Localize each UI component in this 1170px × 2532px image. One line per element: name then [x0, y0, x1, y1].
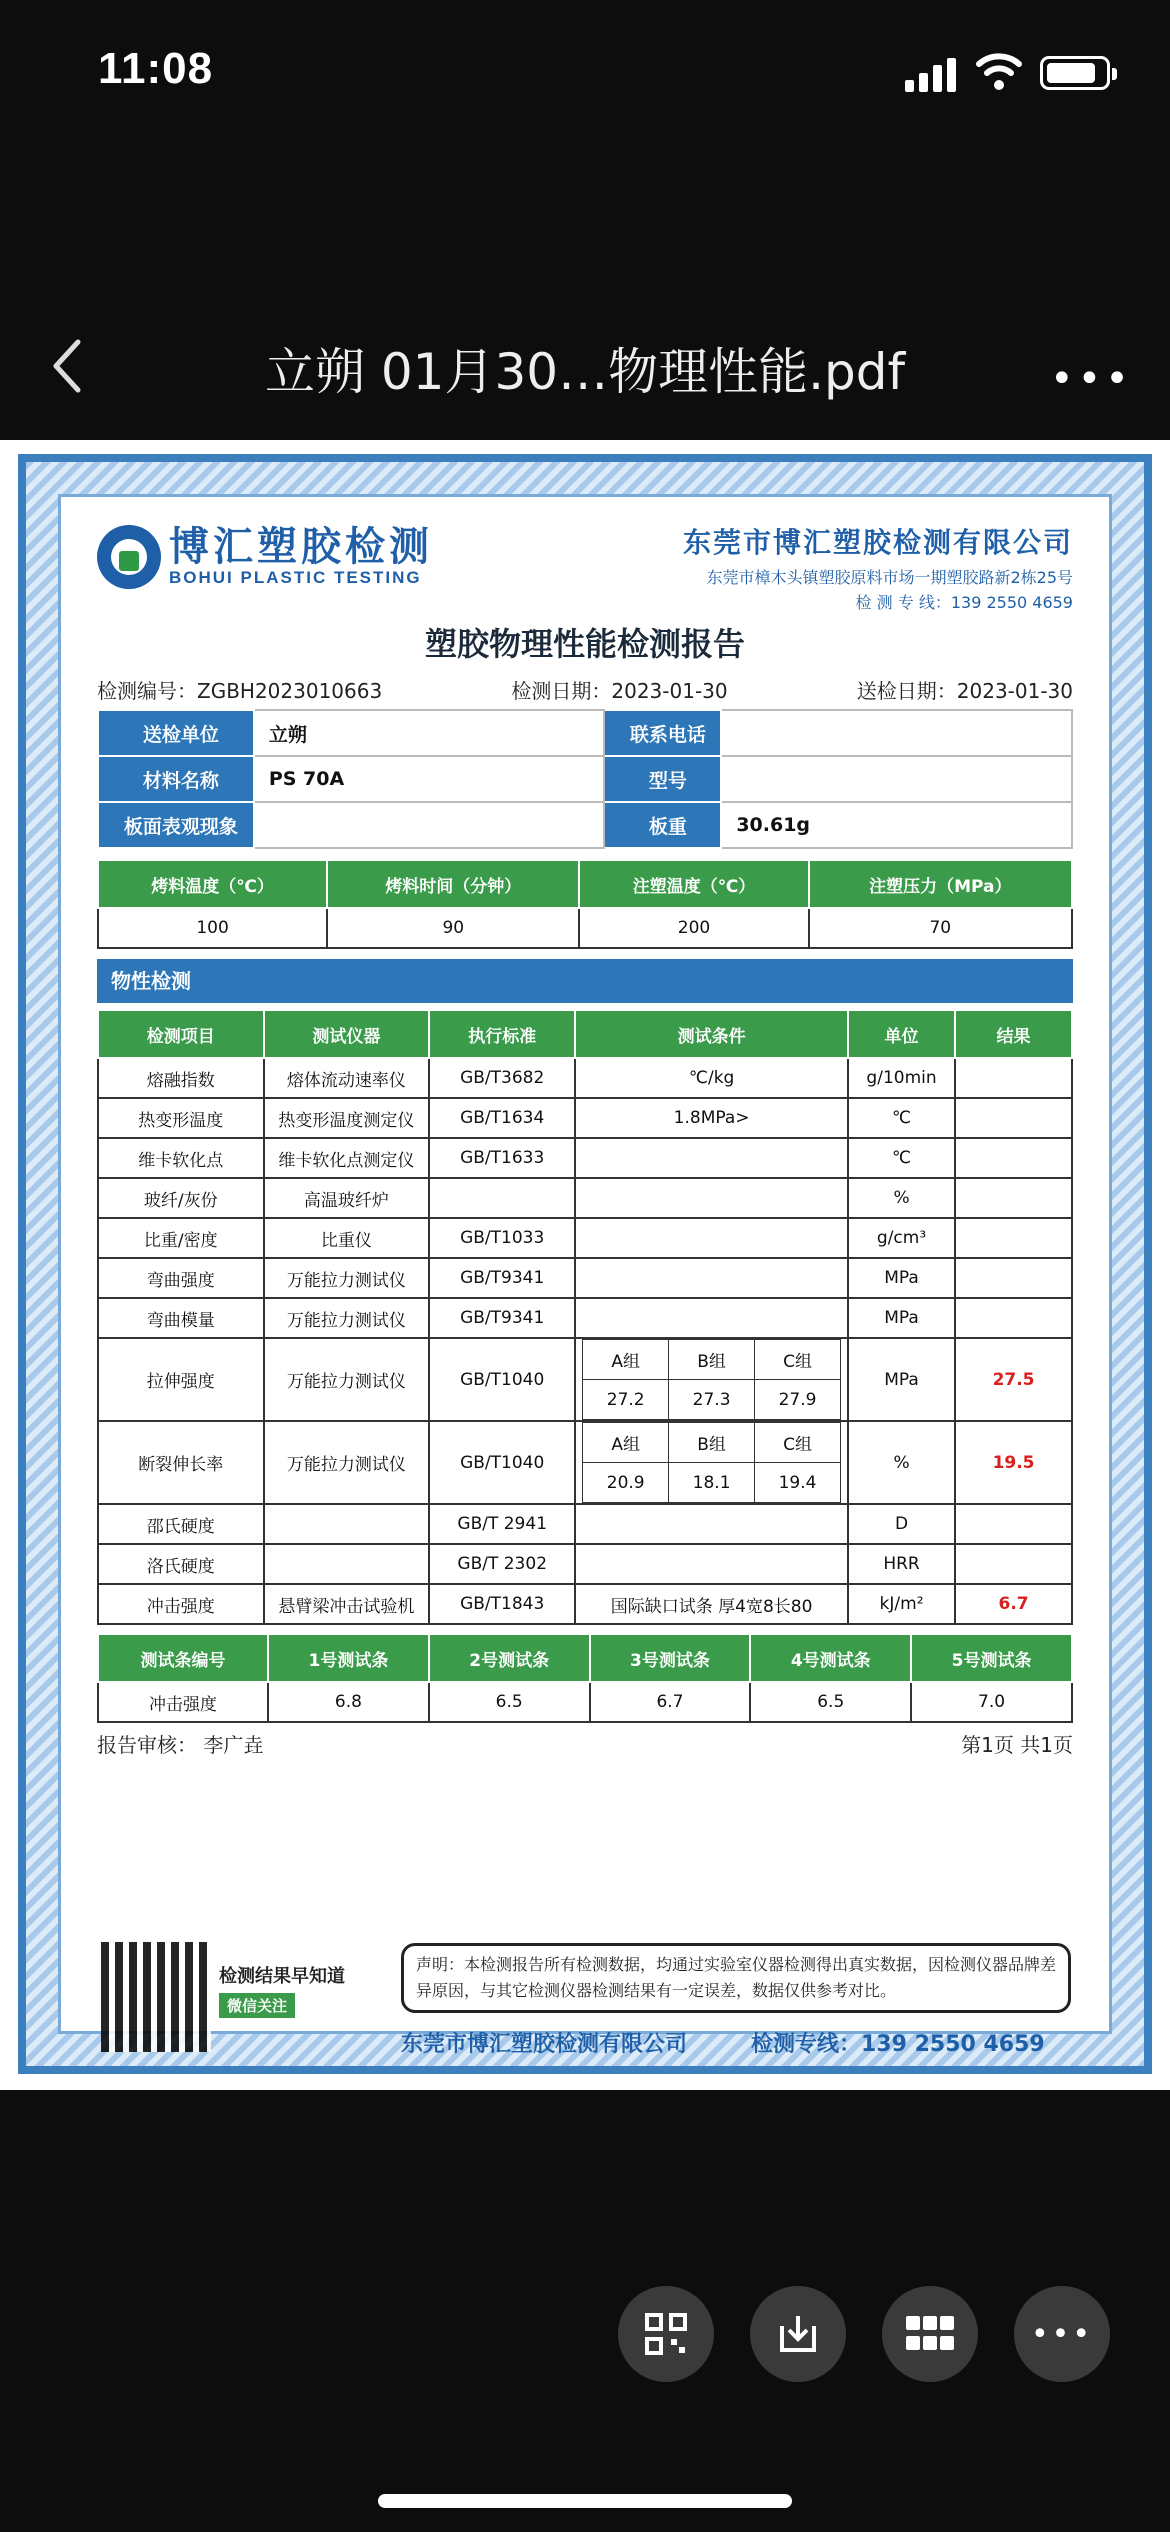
cell-result: [955, 1138, 1072, 1178]
company-logo: [97, 525, 433, 589]
bar-value: 冲击强度: [98, 1682, 268, 1722]
cell-unit: HRR: [848, 1544, 955, 1584]
process-header: 注塑压力（MPa）: [809, 860, 1072, 908]
cell-result: [955, 1504, 1072, 1544]
tensile-row: [98, 1338, 1072, 1421]
table-row: [98, 1178, 1072, 1218]
footer-company: 东莞市博汇塑胶检测有限公司: [401, 2032, 688, 2057]
cell-result: [955, 1258, 1072, 1298]
cell-instrument: 万能拉力测试仪: [264, 1338, 430, 1421]
bar-header: 测试条编号: [98, 1634, 268, 1682]
cell-condition: [575, 1258, 848, 1298]
bar-value: 6.5: [750, 1682, 911, 1722]
cell-standard: GB/T1033: [429, 1218, 575, 1258]
col-condition: 测试条件: [575, 1010, 848, 1058]
cell-instrument: [264, 1504, 430, 1544]
wifi-icon: [975, 50, 1023, 92]
company-address: 东莞市樟木头镇塑胶原料市场一期塑胶路新2栋25号: [706, 568, 1073, 587]
table-row: [98, 1544, 1072, 1584]
cell-instrument: 万能拉力测试仪: [264, 1258, 430, 1298]
col-result: 结果: [955, 1010, 1072, 1058]
more-options-icon[interactable]: •••: [1050, 356, 1133, 402]
cell-item: 洛氏硬度: [98, 1544, 264, 1584]
cell-instrument: 高温玻纤炉: [264, 1178, 430, 1218]
logo-cn: 博汇塑胶检测: [169, 524, 433, 570]
cell-item: 邵氏硬度: [98, 1504, 264, 1544]
cell-item: 弯曲模量: [98, 1298, 264, 1338]
grid-view-button[interactable]: [882, 2286, 978, 2382]
cell-item: 熔融指数: [98, 1058, 264, 1098]
cell-result: [955, 1298, 1072, 1338]
table-row: [98, 1098, 1072, 1138]
report-body: [58, 494, 1112, 2057]
cell-standard: [429, 1178, 575, 1218]
label-material: 材料名称: [98, 756, 254, 802]
cell-condition: [575, 1504, 848, 1544]
pdf-page: [0, 440, 1170, 2090]
cell-result: 19.5: [955, 1421, 1072, 1504]
group-label: C组: [755, 1423, 841, 1463]
group-label: B组: [669, 1340, 755, 1380]
nav-bar: [0, 160, 1170, 402]
cell-unit: MPa: [848, 1298, 955, 1338]
download-button[interactable]: [750, 2286, 846, 2382]
footer-hotline: 检测专线：139 2550 4659: [751, 2032, 1045, 2057]
download-icon: [776, 2312, 820, 2356]
impact-bars-table: [97, 1633, 1073, 1723]
table-row: [98, 1298, 1072, 1338]
cell-standard: GB/T1040: [429, 1421, 575, 1504]
cell-result: [955, 1218, 1072, 1258]
cell-standard: GB/T1040: [429, 1338, 575, 1421]
back-chevron-icon[interactable]: [48, 336, 88, 396]
label-phone: 联系电话: [604, 710, 721, 756]
value-material: PS 70A: [254, 756, 605, 802]
label-model: 型号: [604, 756, 721, 802]
table-row: [98, 1258, 1072, 1298]
status-time: 11:08: [98, 44, 214, 93]
properties-table: [97, 1009, 1073, 1625]
col-instrument: 测试仪器: [264, 1010, 430, 1058]
cell-condition: ℃/kg: [575, 1058, 848, 1098]
cell-item: 比重/密度: [98, 1218, 264, 1258]
table-row: [98, 1504, 1072, 1544]
qr-scan-icon: [644, 2312, 688, 2356]
company-info: [683, 521, 1073, 613]
cell-unit: MPa: [848, 1338, 955, 1421]
report-footer-line: [97, 1729, 1073, 1758]
col-standard: 执行标准: [429, 1010, 575, 1058]
cell-item: 维卡软化点: [98, 1138, 264, 1178]
tensile-groups: [582, 1339, 841, 1420]
cell-instrument: 万能拉力测试仪: [264, 1298, 430, 1338]
cell-instrument: [264, 1544, 430, 1584]
cell-instrument: 维卡软化点测定仪: [264, 1138, 430, 1178]
table-row: [98, 1138, 1072, 1178]
cell-standard: GB/T9341: [429, 1298, 575, 1338]
cell-item: 拉伸强度: [98, 1338, 264, 1421]
cell-unit: kJ/m²: [848, 1584, 955, 1624]
cell-result: [955, 1058, 1072, 1098]
logo-en: BOHUI PLASTIC TESTING: [169, 568, 422, 587]
cell-unit: D: [848, 1504, 955, 1544]
cell-item: 玻纤/灰份: [98, 1178, 264, 1218]
col-item: 检测项目: [98, 1010, 264, 1058]
bar-value: 6.5: [429, 1682, 590, 1722]
wechat-follow-badge: 微信关注: [219, 1993, 295, 2018]
logo-mark-icon: [97, 525, 161, 589]
group-label: C组: [755, 1340, 841, 1380]
elongation-groups: [582, 1422, 841, 1503]
battery-icon: [1040, 56, 1110, 90]
cell-result: 6.7: [955, 1584, 1072, 1624]
process-value: 100: [98, 908, 327, 948]
impact-row: [98, 1584, 1072, 1624]
value-phone: [721, 710, 1072, 756]
label-unit: 送检单位: [98, 710, 254, 756]
table-row: [98, 1218, 1072, 1258]
submit-date: 送检日期：2023-01-30: [856, 678, 1073, 703]
report-border: [18, 454, 1152, 2074]
group-label: A组: [583, 1423, 669, 1463]
company-hotline: 检 测 专 线：139 2550 4659: [855, 593, 1073, 612]
page-count: 第1页 共1页: [961, 1733, 1073, 1757]
group-value: 19.4: [755, 1463, 841, 1503]
grid-icon: [906, 2316, 954, 2352]
more-actions-button[interactable]: •••: [1014, 2286, 1110, 2382]
cell-standard: GB/T9341: [429, 1258, 575, 1298]
cell-unit: %: [848, 1421, 955, 1504]
company-name: 东莞市博汇塑胶检测有限公司: [682, 526, 1073, 559]
group-value: 18.1: [669, 1463, 755, 1503]
document-title: 立朔 01月30…物理性能.pdf: [264, 343, 906, 401]
cell-instrument: 比重仪: [264, 1218, 430, 1258]
cell-result: [955, 1178, 1072, 1218]
disclaimer: 声明：本检测报告所有检测数据，均通过实验室仪器检测得出真实数据，因检测仪器品牌差异原因，与其它检测仪器检测结果有一定误差，数据仅供参考对比。: [401, 1943, 1071, 2013]
bar-header: 2号测试条: [429, 1634, 590, 1682]
group-label: B组: [669, 1423, 755, 1463]
cell-instrument: 悬臂梁冲击试验机: [264, 1584, 430, 1624]
cell-result: [955, 1098, 1072, 1138]
process-value: 90: [327, 908, 579, 948]
process-header: 烤料时间（分钟）: [327, 860, 579, 908]
process-header: 注塑温度（℃）: [579, 860, 808, 908]
value-surface: [254, 802, 605, 848]
process-value: 200: [579, 908, 808, 948]
cell-result: 27.5: [955, 1338, 1072, 1421]
cell-item: 冲击强度: [98, 1584, 264, 1624]
table-row: [98, 1058, 1072, 1098]
cell-standard: GB/T1633: [429, 1138, 575, 1178]
reviewer: 报告审核： 李广垚: [97, 1733, 264, 1757]
cell-unit: %: [848, 1178, 955, 1218]
cell-standard: GB/T 2941: [429, 1504, 575, 1544]
group-value: 27.2: [583, 1380, 669, 1420]
report-meta: [97, 669, 1073, 709]
cell-unit: ℃: [848, 1098, 955, 1138]
process-value: 70: [809, 908, 1072, 948]
cell-condition: 1.8MPa>: [575, 1098, 848, 1138]
group-value: 27.9: [755, 1380, 841, 1420]
group-value: 20.9: [583, 1463, 669, 1503]
process-table: [97, 859, 1073, 949]
sample-info-table: [97, 709, 1073, 849]
cell-standard: GB/T3682: [429, 1058, 575, 1098]
cellular-signal-icon: [905, 56, 957, 92]
group-value: 27.3: [669, 1380, 755, 1420]
cell-unit: g/cm³: [848, 1218, 955, 1258]
qr-code-icon: [101, 1942, 211, 2052]
label-weight: 板重: [604, 802, 721, 848]
col-unit: 单位: [848, 1010, 955, 1058]
home-indicator: [378, 2494, 792, 2508]
cell-item: 断裂伸长率: [98, 1421, 264, 1504]
cell-instrument: 熔体流动速率仪: [264, 1058, 430, 1098]
qr-caption: 检测结果早知道: [219, 1966, 345, 1987]
cell-instrument: 热变形温度测定仪: [264, 1098, 430, 1138]
group-label: A组: [583, 1340, 669, 1380]
cell-instrument: 万能拉力测试仪: [264, 1421, 430, 1504]
value-model: [721, 756, 1072, 802]
cell-unit: g/10min: [848, 1058, 955, 1098]
report-title: 塑胶物理性能检测报告: [424, 625, 745, 663]
cell-condition: [575, 1218, 848, 1258]
test-date: 检测日期：2023-01-30: [511, 678, 728, 703]
cell-condition: 国际缺口试条 厚4宽8长80: [575, 1584, 848, 1624]
cell-item: 弯曲强度: [98, 1258, 264, 1298]
bar-header: 3号测试条: [590, 1634, 751, 1682]
bar-value: 6.8: [268, 1682, 429, 1722]
cell-result: [955, 1544, 1072, 1584]
process-header: 烤料温度（℃）: [98, 860, 327, 908]
bar-header: 5号测试条: [911, 1634, 1072, 1682]
value-weight: 30.61g: [721, 802, 1072, 848]
bar-value: 6.7: [590, 1682, 751, 1722]
cell-unit: MPa: [848, 1258, 955, 1298]
cell-condition: [575, 1138, 848, 1178]
value-unit: 立朔: [254, 710, 605, 756]
status-bar: [0, 0, 1170, 150]
section-heading: 物性检测: [97, 959, 1073, 1003]
bar-header: 1号测试条: [268, 1634, 429, 1682]
qr-scan-button[interactable]: [618, 2286, 714, 2382]
cell-condition: [575, 1298, 848, 1338]
cell-unit: ℃: [848, 1138, 955, 1178]
cell-standard: GB/T 2302: [429, 1544, 575, 1584]
cell-standard: GB/T1843: [429, 1584, 575, 1624]
label-surface: 板面表观现象: [98, 802, 254, 848]
report-number: 检测编号：ZGBH2023010663: [97, 678, 383, 703]
cell-condition: [575, 1178, 848, 1218]
cell-item: 热变形温度: [98, 1098, 264, 1138]
report-header: [97, 515, 1073, 615]
bar-header: 4号测试条: [750, 1634, 911, 1682]
cell-condition: [575, 1544, 848, 1584]
elongation-row: [98, 1421, 1072, 1504]
bar-value: 7.0: [911, 1682, 1072, 1722]
cell-standard: GB/T1634: [429, 1098, 575, 1138]
